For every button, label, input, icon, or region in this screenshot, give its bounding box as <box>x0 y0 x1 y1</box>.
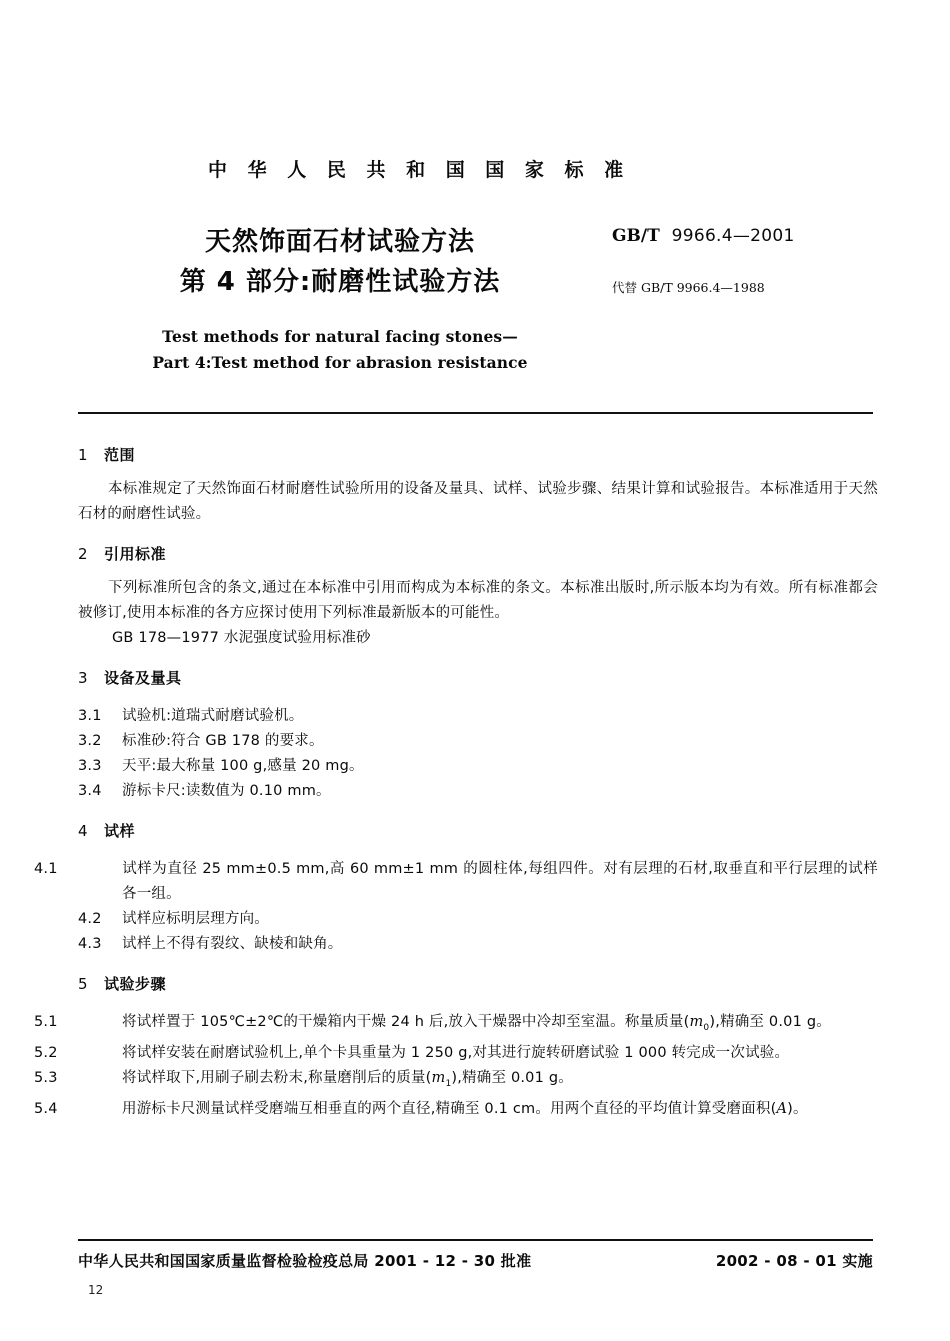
clause-text-4-1: 试样为直径 25 mm±0.5 mm,高 60 mm±1 mm 的圆柱体,每组四件。对有层理的石材,取垂直和平行层理的试样各一组。 <box>122 861 878 902</box>
clause-number-4-1: 4.1 <box>34 861 58 877</box>
page-number: 12 <box>88 1283 104 1297</box>
clause-5-3-symbol: m <box>431 1069 446 1086</box>
section-heading-1 <box>78 444 878 465</box>
clause-5-1 <box>34 1010 878 1041</box>
clause-text-5-3 <box>122 1069 573 1089</box>
clause-5-4-post: )。 <box>787 1100 808 1117</box>
section-number-1: 1 <box>78 446 89 464</box>
clause-text-3-4: 游标卡尺:读数值为 0.10 mm。 <box>122 783 331 799</box>
clause-4-3 <box>78 932 878 957</box>
clause-5-4-symbol: A <box>776 1100 788 1117</box>
section-heading-4 <box>78 820 878 841</box>
clause-5-1-pre: 将试样置于 105℃±2℃的干燥箱内干燥 24 h 后,放入干燥器中冷却至室温。称量质量( <box>122 1014 690 1030</box>
title-chinese-line-2: 第 4 部分:耐磨性试验方法 <box>179 267 501 297</box>
clause-number-3-2: 3.2 <box>78 733 102 749</box>
clause-text-5-4 <box>122 1101 808 1117</box>
section-number-5: 5 <box>78 975 89 993</box>
clause-5-3 <box>34 1066 878 1097</box>
standard-number-value: 9966.4—2001 <box>671 226 795 246</box>
section-title-1: 范围 <box>104 446 136 464</box>
clause-4-1 <box>34 857 878 907</box>
clause-number-5-3: 5.3 <box>34 1069 58 1086</box>
footer-divider-rule <box>78 1239 873 1241</box>
standard-number-block <box>612 226 795 296</box>
section-heading-5 <box>78 973 878 994</box>
clause-3-2 <box>78 729 878 754</box>
clause-5-1-post: ),精确至 0.01 g。 <box>709 1014 831 1030</box>
clause-number-5-2: 5.2 <box>34 1044 58 1061</box>
clause-3-1 <box>78 704 878 729</box>
clause-number-5-1: 5.1 <box>34 1014 58 1030</box>
clause-5-2 <box>34 1041 878 1066</box>
section-title-4: 试样 <box>104 822 136 840</box>
header-divider-rule <box>78 412 873 414</box>
clause-number-4-3: 4.3 <box>78 936 102 952</box>
standard-prefix: GB/T <box>612 226 660 246</box>
document-body <box>34 444 878 1122</box>
replaces-label: 代替 <box>612 280 638 295</box>
document-title-block <box>100 222 580 376</box>
clause-number-5-4: 5.4 <box>34 1100 58 1117</box>
clause-text-3-3: 天平:最大称量 100 g,感量 20 mg。 <box>122 758 364 774</box>
national-standard-masthead: 中 华 人 民 共 和 国 国 家 标 准 <box>208 159 631 181</box>
standard-number <box>612 226 795 246</box>
clause-number-3-1: 3.1 <box>78 708 102 724</box>
clause-5-3-subscript: 1 <box>445 1078 452 1089</box>
section-1-paragraph: 本标准规定了天然饰面石材耐磨性试验所用的设备及量具、试样、试验步骤、结果计算和试验报告。本标准适用于天然石材的耐磨性试验。 <box>78 481 878 522</box>
title-chinese-line-1: 天然饰面石材试验方法 <box>204 227 475 257</box>
clause-number-3-4: 3.4 <box>78 783 102 799</box>
clause-3-3 <box>78 754 878 779</box>
clause-5-3-post: ),精确至 0.01 g。 <box>451 1069 573 1086</box>
section-title-5: 试验步骤 <box>104 975 167 993</box>
section-heading-2 <box>78 543 878 564</box>
section-number-2: 2 <box>78 545 89 563</box>
referenced-standard: GB 178—1977 水泥强度试验用标准砂 <box>112 630 371 646</box>
clause-text-5-1 <box>122 1014 831 1033</box>
title-english-line-2: Part 4:Test method for abrasion resistance <box>152 353 528 372</box>
implementation-date: 2002 - 08 - 01 实施 <box>715 1252 873 1270</box>
clause-number-3-3: 3.3 <box>78 758 102 774</box>
section-title-2: 引用标准 <box>104 545 167 563</box>
section-heading-3 <box>78 667 878 688</box>
clause-5-1-subscript: 0 <box>703 1022 710 1033</box>
clause-text-4-3: 试样上不得有裂纹、缺棱和缺角。 <box>122 936 343 952</box>
replaces-value: GB/T 9966.4—1988 <box>641 280 765 295</box>
section-2-paragraph: 下列标准所包含的条文,通过在本标准中引用而构成为本标准的条文。本标准出版时,所示版本均为有效。所有标准都会被修订,使用本标准的各方应探讨使用下列标准最新版本的可能性。 <box>78 580 878 621</box>
section-number-3: 3 <box>78 669 89 687</box>
clause-text-3-2: 标准砂:符合 GB 178 的要求。 <box>122 733 324 749</box>
clause-text-4-2: 试样应标明层理方向。 <box>122 911 269 927</box>
approval-statement: 中华人民共和国国家质量监督检验检疫总局 2001 - 12 - 30 批准 <box>78 1252 532 1270</box>
clause-5-1-symbol: m <box>689 1014 704 1030</box>
section-title-3: 设备及量具 <box>104 669 182 687</box>
clause-text-5-2: 将试样安装在耐磨试验机上,单个卡具重量为 1 250 g,对其进行旋转研磨试验 1 000 转完成一次试验。 <box>122 1044 790 1061</box>
clause-5-4 <box>34 1097 878 1122</box>
clause-4-2 <box>78 907 878 932</box>
document-footer <box>78 1250 873 1271</box>
clause-number-4-2: 4.2 <box>78 911 102 927</box>
clause-3-4 <box>78 779 878 804</box>
standard-replaces <box>612 278 795 296</box>
clause-5-3-pre: 将试样取下,用刷子刷去粉末,称量磨削后的质量( <box>122 1069 432 1086</box>
section-number-4: 4 <box>78 822 89 840</box>
clause-text-3-1: 试验机:道瑞式耐磨试验机。 <box>122 708 304 724</box>
clause-5-4-pre: 用游标卡尺测量试样受磨端互相垂直的两个直径,精确至 0.1 cm。用两个直径的平均值计算受磨面积( <box>122 1100 777 1117</box>
title-english-line-1: Test methods for natural facing stones— <box>162 327 518 346</box>
